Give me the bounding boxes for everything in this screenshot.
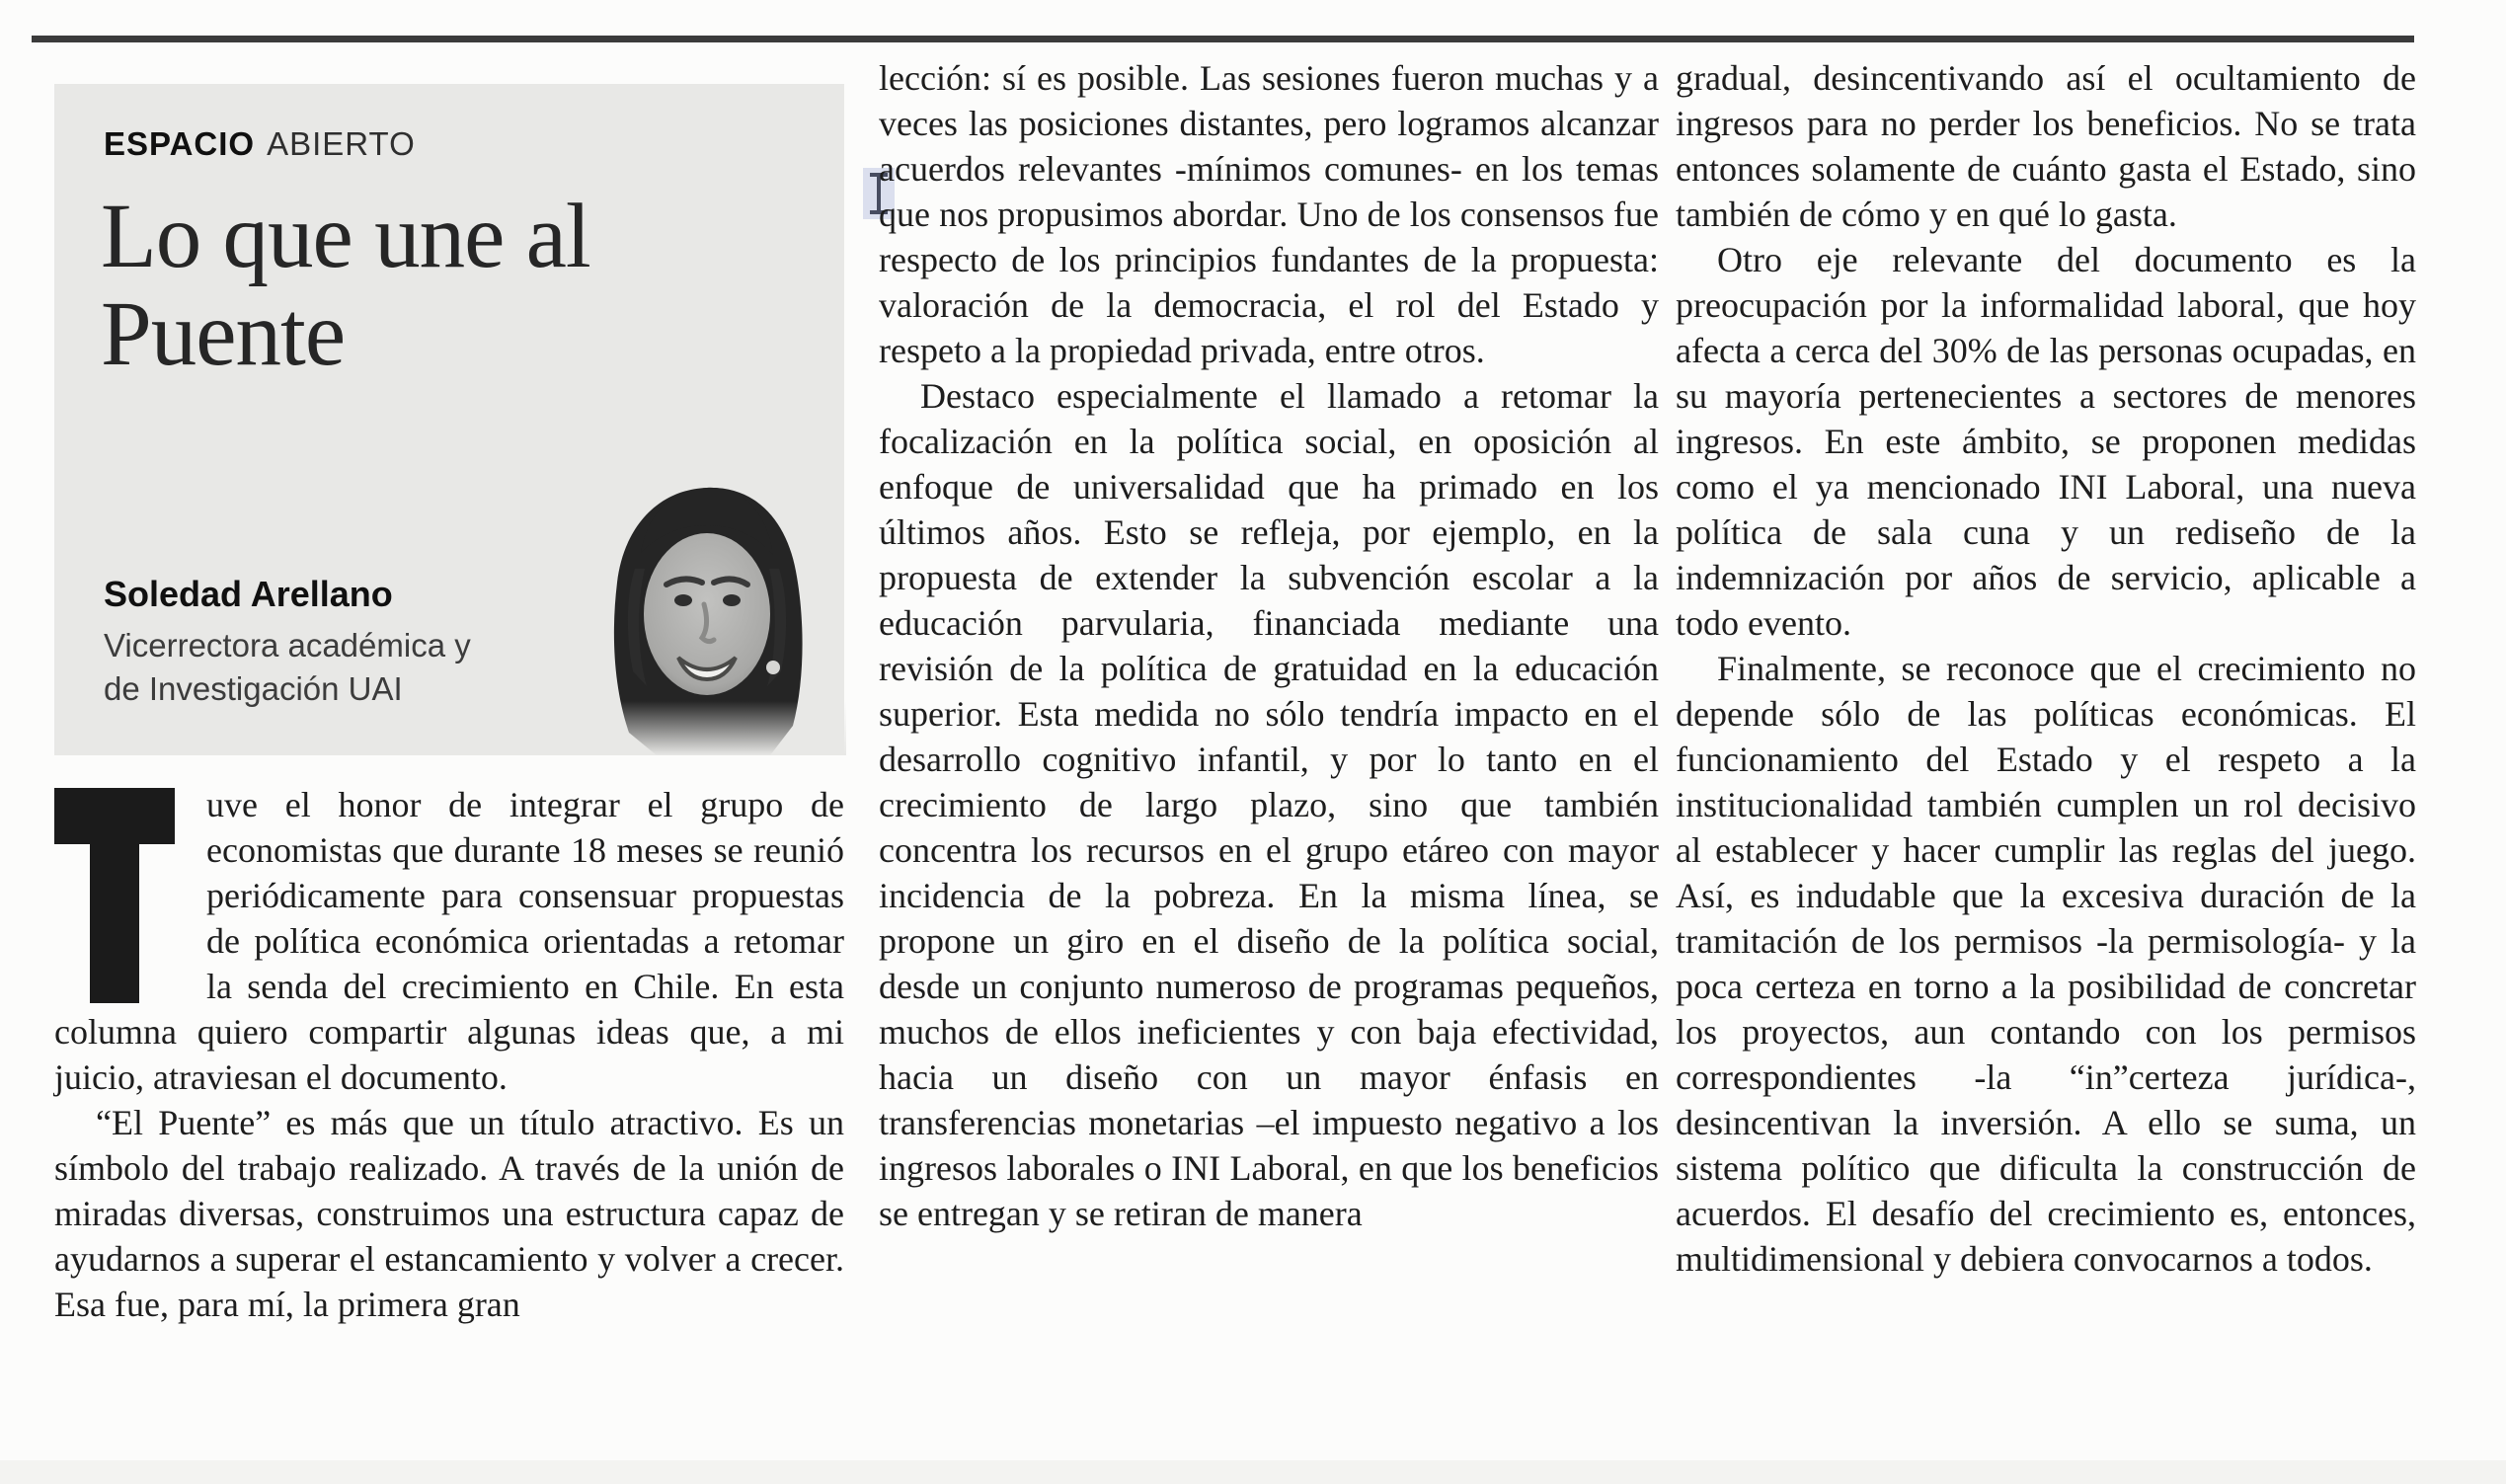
section-kicker-light: ABIERTO — [267, 125, 416, 162]
author-portrait-image — [568, 474, 846, 755]
section-kicker — [104, 125, 416, 163]
top-rule — [32, 36, 2414, 42]
article-paragraph: Otro eje relevante del documento es la preocupación por la informalidad laboral, que hoy afecta a cerca del 30% de las personas ocupadas, en su mayoría pertenecientes a sectores de menores ingresos. En este ámbito, se proponen medidas como el ya mencionado INI Laboral, una nueva política de sala cuna y un rediseño de la indemnización por años de servicio, aplicable a todo evento. — [1676, 240, 2416, 643]
article-paragraph: lección: sí es posible. Las sesiones fueron muchas y a veces las posiciones distantes, pero logramos alcanzar acuerdos relevantes -mínimos comunes- en los temas que nos propusimos abordar. Uno de los consensos fue respecto de los principios fundantes de la propuesta: valoración de la democracia, el rol del Estado y respeto a la propiedad privada, entre otros. — [879, 58, 1659, 370]
author-role-line2: de Investigación UAI — [104, 670, 403, 707]
article-paragraph: gradual, desincentivando así el ocultamiento de ingresos para no perder los beneficios. No se trata entonces solamente de cuánto gasta el Estado, sino también de cómo y en qué lo gasta. — [1676, 58, 2416, 234]
dropcap-T — [54, 788, 189, 1007]
article-column-2 — [879, 55, 1659, 1236]
article-column-1 — [54, 782, 844, 1327]
section-kicker-bold: ESPACIO — [104, 125, 256, 162]
author-block — [104, 573, 471, 711]
article-column-3 — [1676, 55, 2416, 1282]
author-role-line1: Vicerrectora académica y — [104, 627, 471, 664]
article-paragraph: Finalmente, se reconoce que el crecimiento no depende sólo de las políticas económicas. El funcionamiento del Estado y el respeto a la institucionalidad también cumplen un rol decisivo al establecer y hacer cumplir las reglas del juego. Así, es indudable que la excesiva duración de la tramitación de los permisos -la permisología- y la poca certeza en torno a la posibilidad de concretar los proyectos, aun contando con los permisos correspondientes -la “in”certeza jurídica-, desincentivan la inversión. A ello se suma, un sistema político que dificulta la construcción de acuerdos. El desafío del crecimiento es, entonces, multidimensional y debiera convocarnos a todos. — [1676, 649, 2416, 1279]
page-title-line2: Puente — [101, 283, 346, 385]
page-bottom-edge — [0, 1460, 2506, 1484]
article-header-box — [54, 84, 844, 755]
page-title-line1: Lo que une al — [101, 186, 590, 287]
author-name: Soledad Arellano — [104, 574, 393, 614]
article-paragraph: Destaco especialmente el llamado a retomar la focalización en la política social, en oposición al enfoque de universalidad que ha primado en los últimos años. Esto se refleja, por ejemplo, en la propuesta de extender la subvención escolar a la educación parvularia, financiada mediante una revisión de la política de gratuidad en la educación superior. Esta medida no sólo tendría impacto en el desarrollo cognitivo infantil, y por lo tanto en el crecimiento de largo plazo, sino que también concentra los recursos en el grupo etáreo con mayor incidencia de la pobreza. En la misma línea, se propone un giro en el diseño de la política social, desde un conjunto numeroso de programas pequeños, muchos de ellos ineficientes y con baja efectividad, hacia un diseño con un mayor énfasis en transferencias monetarias –el impuesto negativo a los ingresos laborales o INI Laboral, en que los beneficios se entregan y se retiran de manera — [879, 376, 1659, 1233]
article-paragraph: uve el honor de integrar el grupo de economistas que durante 18 meses se reunió periódicamente para consensuar propuestas de política económica orientadas a retomar la senda del crecimiento en Chile. En esta columna quiero compartir algunas ideas que, a mi juicio, atraviesan el documento. — [54, 785, 844, 1097]
page-title — [101, 188, 590, 383]
article-paragraph: “El Puente” es más que un título atractivo. Es un símbolo del trabajo realizado. A través de la unión de miradas diversas, construimos una estructura capaz de ayudarnos a superar el estancamiento y volver a crecer. Esa fue, para mí, la primera gran — [54, 1103, 844, 1324]
